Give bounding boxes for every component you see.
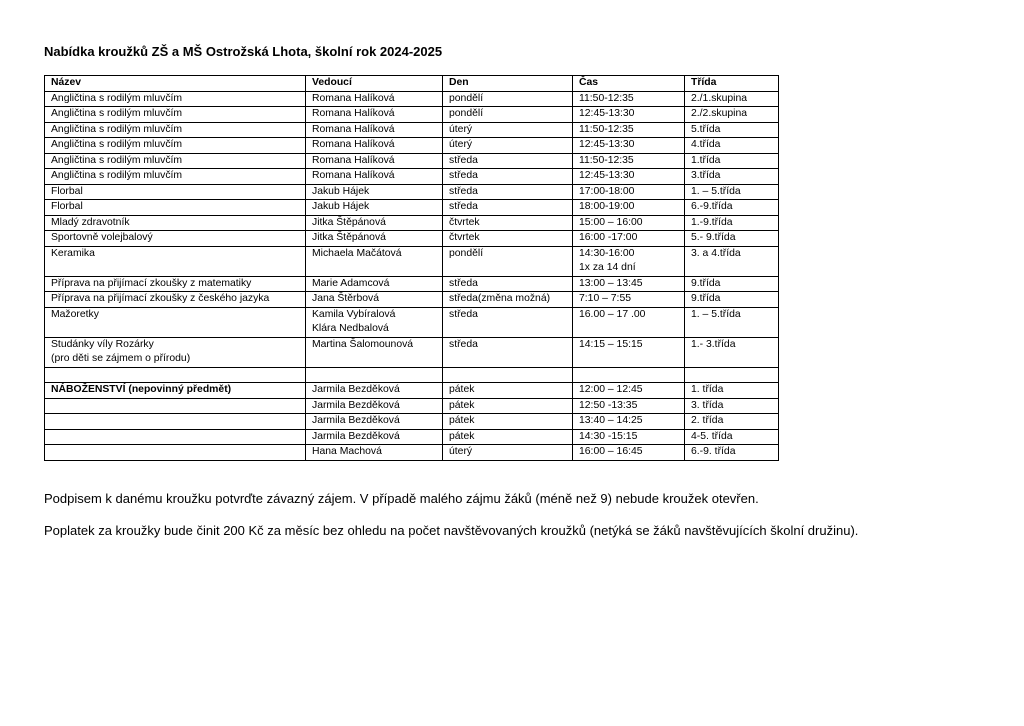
cell-leader: Romana Halíková — [306, 169, 443, 185]
table-header-row — [45, 76, 779, 92]
table-row — [45, 169, 779, 185]
cell-name: Mažoretky — [45, 307, 306, 337]
cell-time: 17:00-18:00 — [573, 184, 685, 200]
cell-name: Florbal — [45, 200, 306, 216]
table-row — [45, 107, 779, 123]
page-title: Nabídka kroužků ZŠ a MŠ Ostrožská Lhota, školní rok 2024-2025 — [44, 44, 443, 59]
table-row — [45, 138, 779, 154]
cell-leader: Martina Šalomounová — [306, 337, 443, 367]
table-row — [45, 184, 779, 200]
cell-class: 6.-9.třída — [685, 200, 779, 216]
table-row — [45, 337, 779, 367]
cell-day: čtvrtek — [443, 215, 573, 231]
table-row — [45, 91, 779, 107]
cell-leader: Marie Adamcová — [306, 276, 443, 292]
fee-note: Poplatek za kroužky bude činit 200 Kč za měsíc bez ohledu na počet navštěvovaných kroužků (netýká se žáků navštěvujících školní družinu). — [44, 523, 859, 538]
cell-class: 1. – 5.třída — [685, 184, 779, 200]
cell-day: pondělí — [443, 107, 573, 123]
cell-name: Angličtina s rodilým mluvčím — [45, 91, 306, 107]
cell-class: 4.třída — [685, 138, 779, 154]
cell-time: 16.00 – 17 .00 — [573, 307, 685, 337]
cell-name: Studánky víly Rozárky (pro děti se zájmem o přírodu) — [45, 337, 306, 367]
cell-name: Mladý zdravotník — [45, 215, 306, 231]
cell-name — [45, 398, 306, 414]
cell-name — [45, 367, 306, 383]
cell-day: středa — [443, 200, 573, 216]
cell-day: pondělí — [443, 91, 573, 107]
cell-name: Příprava na přijímací zkoušky z českého jazyka — [45, 292, 306, 308]
cell-day: středa — [443, 307, 573, 337]
table-row — [45, 231, 779, 247]
cell-day: úterý — [443, 445, 573, 461]
cell-time: 12:00 – 12:45 — [573, 383, 685, 399]
cell-class: 4-5. třída — [685, 429, 779, 445]
cell-leader: Jarmila Bezděková — [306, 414, 443, 430]
table-row — [45, 307, 779, 337]
cell-leader: Romana Halíková — [306, 91, 443, 107]
cell-name: Angličtina s rodilým mluvčím — [45, 169, 306, 185]
table-row — [45, 383, 779, 399]
cell-leader: Romana Halíková — [306, 153, 443, 169]
cell-leader: Jarmila Bezděková — [306, 398, 443, 414]
cell-time: 13:00 – 13:45 — [573, 276, 685, 292]
cell-time: 12:45-13:30 — [573, 138, 685, 154]
cell-leader: Romana Halíková — [306, 107, 443, 123]
cell-leader: Jakub Hájek — [306, 184, 443, 200]
table-row — [45, 246, 779, 276]
cell-leader: Jarmila Bezděková — [306, 383, 443, 399]
cell-leader: Jarmila Bezděková — [306, 429, 443, 445]
cell-day: čtvrtek — [443, 231, 573, 247]
cell-time: 16:00 -17:00 — [573, 231, 685, 247]
cell-class: 1. třída — [685, 383, 779, 399]
cell-class: 2./2.skupina — [685, 107, 779, 123]
cell-time: 11:50-12:35 — [573, 91, 685, 107]
cell-day: pátek — [443, 398, 573, 414]
cell-name — [45, 414, 306, 430]
cell-day: středa — [443, 184, 573, 200]
cell-day: pátek — [443, 383, 573, 399]
cell-time: 14:30-16:00 1x za 14 dní — [573, 246, 685, 276]
table-body — [45, 91, 779, 460]
cell-leader: Kamila Vybíralová Klára Nedbalová — [306, 307, 443, 337]
cell-name: Angličtina s rodilým mluvčím — [45, 107, 306, 123]
cell-class: 6.-9. třída — [685, 445, 779, 461]
cell-day: úterý — [443, 122, 573, 138]
table-row — [45, 367, 779, 383]
cell-time: 12:45-13:30 — [573, 169, 685, 185]
table-row — [45, 445, 779, 461]
cell-day: středa — [443, 337, 573, 367]
cell-leader: Jitka Štěpánová — [306, 215, 443, 231]
cell-class: 1.třída — [685, 153, 779, 169]
cell-day: středa — [443, 153, 573, 169]
cell-leader: Michaela Mačátová — [306, 246, 443, 276]
cell-time: 7:10 – 7:55 — [573, 292, 685, 308]
cell-class: 9.třída — [685, 276, 779, 292]
cell-name: Angličtina s rodilým mluvčím — [45, 138, 306, 154]
column-header-leader: Vedoucí — [306, 76, 443, 92]
cell-leader: Romana Halíková — [306, 122, 443, 138]
cell-name — [45, 429, 306, 445]
cell-name: Angličtina s rodilým mluvčím — [45, 122, 306, 138]
cell-class — [685, 367, 779, 383]
signature-note: Podpisem k danému kroužku potvrďte závazný zájem. V případě malého zájmu žáků (méně než 9) nebude kroužek otevřen. — [44, 491, 759, 506]
table-row — [45, 276, 779, 292]
cell-day: středa — [443, 169, 573, 185]
table-row — [45, 414, 779, 430]
cell-class: 3. a 4.třída — [685, 246, 779, 276]
cell-class: 1.- 3.třída — [685, 337, 779, 367]
cell-leader: Jana Štěrbová — [306, 292, 443, 308]
table-row — [45, 200, 779, 216]
cell-leader: Jakub Hájek — [306, 200, 443, 216]
cell-leader — [306, 367, 443, 383]
table-row — [45, 215, 779, 231]
table-row — [45, 153, 779, 169]
cell-day: pátek — [443, 414, 573, 430]
cell-class: 9.třída — [685, 292, 779, 308]
cell-name: NÁBOŽENSTVÍ (nepovinný předmět) — [45, 383, 306, 399]
cell-day: pátek — [443, 429, 573, 445]
cell-time: 18:00-19:00 — [573, 200, 685, 216]
cell-leader: Jitka Štěpánová — [306, 231, 443, 247]
cell-name: Florbal — [45, 184, 306, 200]
cell-class: 3. třída — [685, 398, 779, 414]
column-header-class: Třída — [685, 76, 779, 92]
table-row — [45, 122, 779, 138]
column-header-time: Čas — [573, 76, 685, 92]
cell-name: Angličtina s rodilým mluvčím — [45, 153, 306, 169]
cell-name: Sportovně volejbalový — [45, 231, 306, 247]
cell-time: 13:40 – 14:25 — [573, 414, 685, 430]
cell-time: 14:15 – 15:15 — [573, 337, 685, 367]
cell-class: 5.- 9.třída — [685, 231, 779, 247]
table-row — [45, 292, 779, 308]
table-row — [45, 429, 779, 445]
clubs-table — [44, 75, 779, 461]
cell-time: 14:30 -15:15 — [573, 429, 685, 445]
table-row — [45, 398, 779, 414]
cell-day: pondělí — [443, 246, 573, 276]
cell-class: 2./1.skupina — [685, 91, 779, 107]
cell-time: 11:50-12:35 — [573, 153, 685, 169]
cell-name: Keramika — [45, 246, 306, 276]
cell-class: 1. – 5.třída — [685, 307, 779, 337]
cell-class: 1.-9.třída — [685, 215, 779, 231]
cell-day — [443, 367, 573, 383]
cell-time: 11:50-12:35 — [573, 122, 685, 138]
cell-leader: Romana Halíková — [306, 138, 443, 154]
cell-class: 3.třída — [685, 169, 779, 185]
cell-time: 15:00 – 16:00 — [573, 215, 685, 231]
cell-name: Příprava na přijímací zkoušky z matematiky — [45, 276, 306, 292]
cell-time — [573, 367, 685, 383]
cell-class: 2. třída — [685, 414, 779, 430]
cell-time: 16:00 – 16:45 — [573, 445, 685, 461]
cell-time: 12:50 -13:35 — [573, 398, 685, 414]
cell-leader: Hana Machová — [306, 445, 443, 461]
column-header-day: Den — [443, 76, 573, 92]
cell-day: úterý — [443, 138, 573, 154]
cell-day: středa — [443, 276, 573, 292]
cell-class: 5.třída — [685, 122, 779, 138]
cell-time: 12:45-13:30 — [573, 107, 685, 123]
cell-name — [45, 445, 306, 461]
cell-day: středa(změna možná) — [443, 292, 573, 308]
column-header-name: Název — [45, 76, 306, 92]
